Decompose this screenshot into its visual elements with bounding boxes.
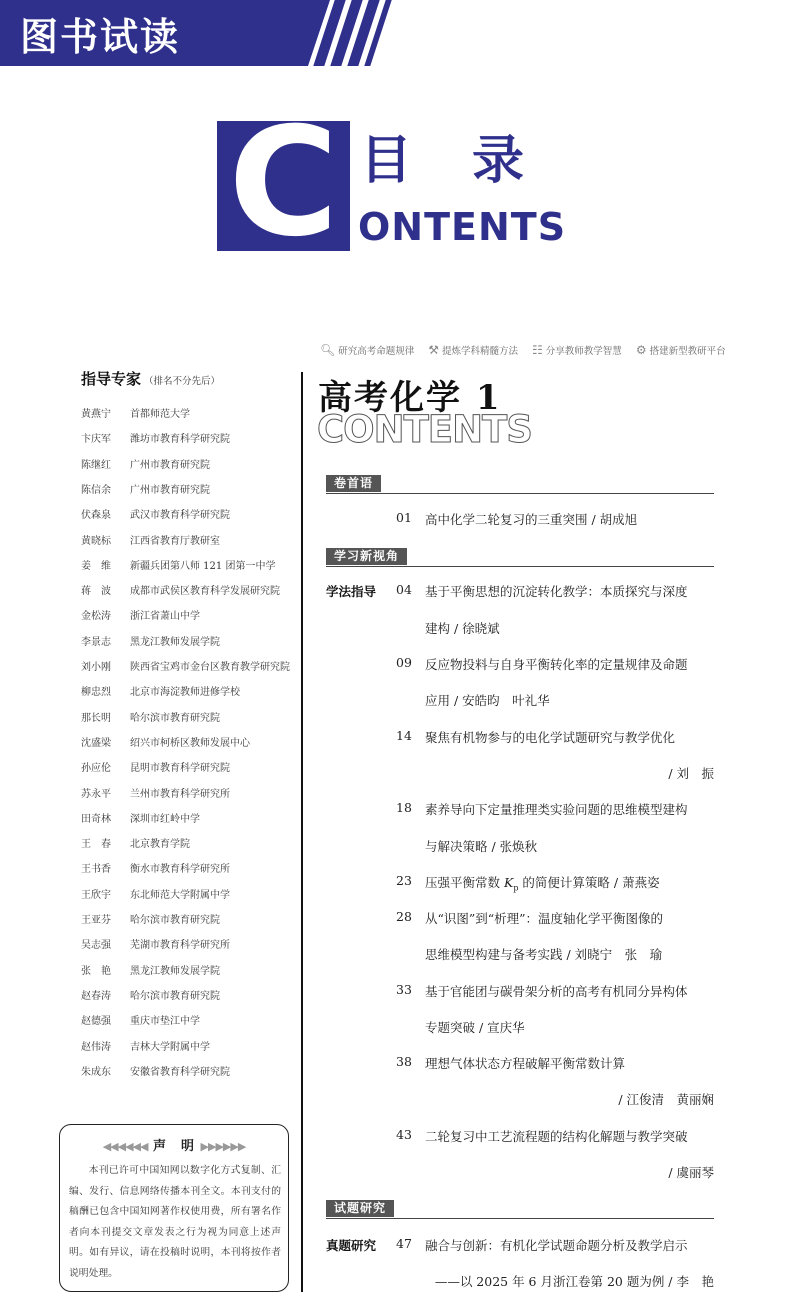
expert-org: 首都师范大学: [130, 409, 190, 420]
article-title[interactable]: 从“识图”到“析理”：温度轴化学平衡图像的: [425, 911, 664, 926]
article-title[interactable]: 基于官能团与碳骨架分析的高考有机同分异构体: [425, 984, 688, 999]
article-title[interactable]: 理想气体状态方程破解平衡常数计算: [425, 1056, 626, 1071]
expert-row: [81, 759, 230, 774]
expert-name: 黄燕宁: [81, 409, 111, 420]
expert-org: 成都市武侯区教育科学发展研究院: [130, 586, 280, 598]
article-title[interactable]: 基于平衡思想的沉淀转化教学：本质探究与深度: [425, 584, 688, 599]
article-page: 18: [396, 800, 412, 815]
expert-name: 陈信余: [81, 484, 111, 496]
expert-row: [81, 785, 230, 800]
expert-name: 朱成东: [81, 1066, 111, 1078]
article-author[interactable]: / 刘 振: [668, 766, 714, 781]
slogan-text: 研究高考命题规律: [338, 346, 415, 357]
expert-name: 金松涛: [81, 611, 111, 623]
expert-name: 那长明: [81, 712, 111, 724]
tools-icon: ⚒: [428, 343, 440, 357]
article-page: 47: [396, 1236, 412, 1251]
banner-title: 图书试读: [20, 15, 181, 59]
article-page: 14: [396, 728, 412, 743]
expert-name: 姜 维: [81, 560, 111, 572]
expert-row: [81, 962, 220, 977]
expert-row: [81, 506, 230, 521]
expert-row: [81, 1063, 230, 1078]
article-title[interactable]: 高中化学二轮复习的三重突围 / 胡成旭: [425, 512, 638, 527]
expert-org: 哈尔滨市教育研究院: [130, 915, 220, 926]
expert-row: [81, 1038, 210, 1053]
article-title-part: 的简便计算策略 / 萧燕姿: [518, 875, 660, 890]
article-page: 04: [396, 582, 412, 597]
expert-org: 深圳市红岭中学: [130, 813, 200, 825]
experts-note: （排名不分先后）: [144, 376, 221, 387]
expert-org: 哈尔滨市教育研究院: [130, 990, 220, 1002]
article-page: 01: [396, 510, 412, 525]
expert-row: [81, 835, 190, 850]
expert-name: 赵伟涛: [81, 1041, 111, 1053]
statement-box: [59, 1124, 289, 1292]
expert-org: 芜湖市教育科学研究所: [130, 940, 230, 952]
article-author[interactable]: ——以 2025 年 6 月浙江卷第 20 题为例 / 李 艳: [434, 1274, 714, 1289]
article-title[interactable]: [425, 873, 660, 893]
expert-row: [81, 532, 220, 547]
slogan-text: 搭建新型教研平台: [649, 346, 726, 357]
article-page: 23: [396, 873, 412, 888]
article-title[interactable]: 融合与创新：有机化学试题命题分析及教学启示: [425, 1238, 688, 1253]
expert-name: 卞庆军: [81, 434, 111, 446]
article-page: 28: [396, 909, 412, 924]
expert-org: 衡水市教育科学研究所: [130, 864, 230, 876]
expert-org: 北京市海淀教师进修学校: [130, 687, 240, 699]
expert-row: [81, 886, 230, 901]
expert-row: [81, 1012, 200, 1027]
expert-row: [81, 405, 190, 420]
article-author[interactable]: / 江俊清 黄丽娴: [618, 1092, 714, 1107]
expert-org: 北京教育学院: [130, 839, 190, 851]
expert-name: 伏森泉: [81, 510, 111, 522]
expert-org: 广州市教育研究院: [130, 459, 210, 471]
expert-name: 赵德强: [81, 1016, 111, 1028]
expert-name: 吴志强: [81, 940, 111, 952]
article-author[interactable]: 应用 / 安皓昀 叶礼华: [425, 693, 550, 708]
expert-row: [81, 456, 210, 471]
article-page: 38: [396, 1054, 412, 1069]
expert-org: 陕西省宝鸡市金台区教育教学研究院: [130, 662, 290, 673]
expert-name: 苏永平: [81, 788, 111, 800]
expert-row: [81, 481, 210, 496]
expert-org: 东北师范大学附属中学: [130, 889, 230, 901]
contents-logo-letter: C: [228, 96, 339, 270]
expert-name: 赵春涛: [81, 990, 111, 1002]
expert-org: 兰州市教育科学研究所: [130, 788, 230, 800]
expert-row: [81, 607, 200, 622]
kp-subscript: p: [513, 883, 519, 893]
expert-row: [81, 633, 220, 648]
expert-name: 孙应伦: [81, 763, 111, 775]
right-arrows-icon: ▶▶▶▶▶▶: [200, 1140, 246, 1153]
experts-heading: [81, 368, 220, 389]
expert-org: 安徽省教育科学研究院: [130, 1066, 230, 1078]
expert-name: 王欣宇: [81, 889, 111, 901]
contents-logo-box: [217, 96, 350, 270]
left-arrows-icon: ◀◀◀◀◀◀: [102, 1140, 148, 1153]
slogan-item: [532, 343, 622, 357]
article-page: 43: [396, 1127, 412, 1142]
expert-org: 武汉市教育科学研究院: [130, 510, 230, 522]
slogan-bar: [320, 343, 726, 357]
expert-row: [81, 557, 275, 572]
journal-title: 高考化学 1: [318, 378, 502, 418]
column-divider: [301, 372, 303, 1292]
expert-org: 潍坊市教育科学研究院: [130, 434, 230, 446]
document-icon: ☷: [532, 343, 543, 357]
article-author[interactable]: 思维模型构建与备考实践 / 刘晓宁 张 瑜: [425, 947, 663, 962]
expert-row: [81, 911, 220, 926]
expert-name: 陈继红: [81, 459, 111, 471]
expert-org: 重庆市垫江中学: [130, 1016, 200, 1028]
contents-title-cn: 目录: [360, 131, 585, 191]
statement-title: 声 明: [152, 1139, 195, 1154]
slogan-text: 分享教师教学智慧: [545, 346, 622, 357]
kp-symbol: K: [503, 875, 514, 890]
expert-row: [81, 860, 230, 875]
article-author[interactable]: 与解决策略 / 张焕秋: [425, 839, 538, 854]
expert-org: 黑龙江教师发展学院: [130, 636, 220, 648]
expert-name: 田奇林: [81, 813, 111, 825]
section-title: 试题研究: [326, 1200, 394, 1217]
slogan-text: 提炼学科精髓方法: [442, 346, 519, 357]
expert-row: [81, 582, 280, 597]
expert-row: [81, 709, 220, 724]
expert-row: [81, 683, 240, 698]
expert-org: 新疆兵团第八师 121 团第一中学: [130, 560, 276, 572]
article-author[interactable]: / 虞丽琴: [668, 1165, 714, 1180]
article-title[interactable]: 聚焦有机物参与的电化学试题研究与教学优化: [425, 730, 676, 745]
section-header: [326, 475, 714, 494]
experts-title: 指导专家: [81, 370, 142, 388]
expert-row: [81, 734, 250, 749]
expert-name: 沈盛梁: [81, 737, 111, 749]
gear-icon: ⚙: [635, 343, 647, 357]
slogan-item: [320, 343, 414, 357]
category-label: 真题研究: [326, 1238, 377, 1253]
expert-org: 昆明市教育科学研究院: [130, 763, 230, 775]
slogan-item: [428, 343, 518, 357]
section-title: 学习新视角: [326, 548, 407, 565]
article-page: 09: [396, 655, 412, 670]
article-title[interactable]: 素养导向下定量推理类实验问题的思维模型建构: [425, 802, 688, 817]
expert-name: 王书香: [81, 864, 111, 876]
expert-org: 绍兴市柯桥区教师发展中心: [130, 737, 250, 749]
expert-row: [81, 987, 220, 1002]
article-author[interactable]: 专题突破 / 宣庆华: [425, 1020, 525, 1035]
article-author[interactable]: 建构 / 徐晓斌: [425, 621, 500, 636]
expert-row: [81, 810, 200, 825]
slogan-item: [636, 343, 726, 357]
article-title[interactable]: 二轮复习中工艺流程题的结构化解题与教学突破: [425, 1129, 688, 1144]
expert-name: 张 艳: [81, 965, 111, 977]
expert-org: 浙江省萧山中学: [130, 611, 200, 623]
magnifier-icon: 🔍︎: [320, 343, 336, 357]
article-page: 33: [396, 982, 412, 997]
expert-name: 李景志: [81, 636, 111, 648]
expert-name: 柳忠烈: [81, 687, 111, 699]
expert-name: 王 春: [81, 839, 111, 851]
category-label: 学法指导: [326, 584, 377, 599]
section-title: 卷首语: [326, 475, 381, 492]
expert-name: 刘小刚: [81, 662, 111, 673]
expert-name: 蒋 波: [81, 586, 111, 598]
expert-row: [81, 430, 230, 445]
section-header: [326, 1200, 714, 1219]
expert-org: 黑龙江教师发展学院: [130, 965, 220, 977]
expert-row: [81, 936, 230, 951]
expert-name: 王亚芬: [81, 915, 111, 926]
expert-row: [81, 658, 290, 673]
statement-text: 本刊已许可中国知网以数字化方式复制、汇编、发行、信息网络传播本刊全文。本刊支付的稿酬已包含中国知网著作权使用费，所有署名作者向本刊提交文章发表之行为视为同意上述声明。如有异议，请在投稿时说明，本刊将按作者说明处理。: [69, 1165, 281, 1279]
journal-subtitle: CONTENTS: [317, 408, 532, 451]
article-title-part: 压强平衡常数: [425, 875, 504, 890]
statement-heading: [60, 1135, 288, 1154]
expert-name: 黄晓标: [81, 535, 111, 547]
expert-org: 江西省教育厅教研室: [130, 535, 220, 547]
article-title[interactable]: 反应物投料与自身平衡转化率的定量规律及命题: [425, 657, 688, 672]
expert-org: 吉林大学附属中学: [130, 1041, 210, 1053]
section-header: [326, 548, 714, 567]
expert-org: 哈尔滨市教育研究院: [130, 712, 220, 724]
contents-title-en: ONTENTS: [358, 205, 567, 249]
expert-org: 广州市教育研究院: [130, 484, 210, 496]
